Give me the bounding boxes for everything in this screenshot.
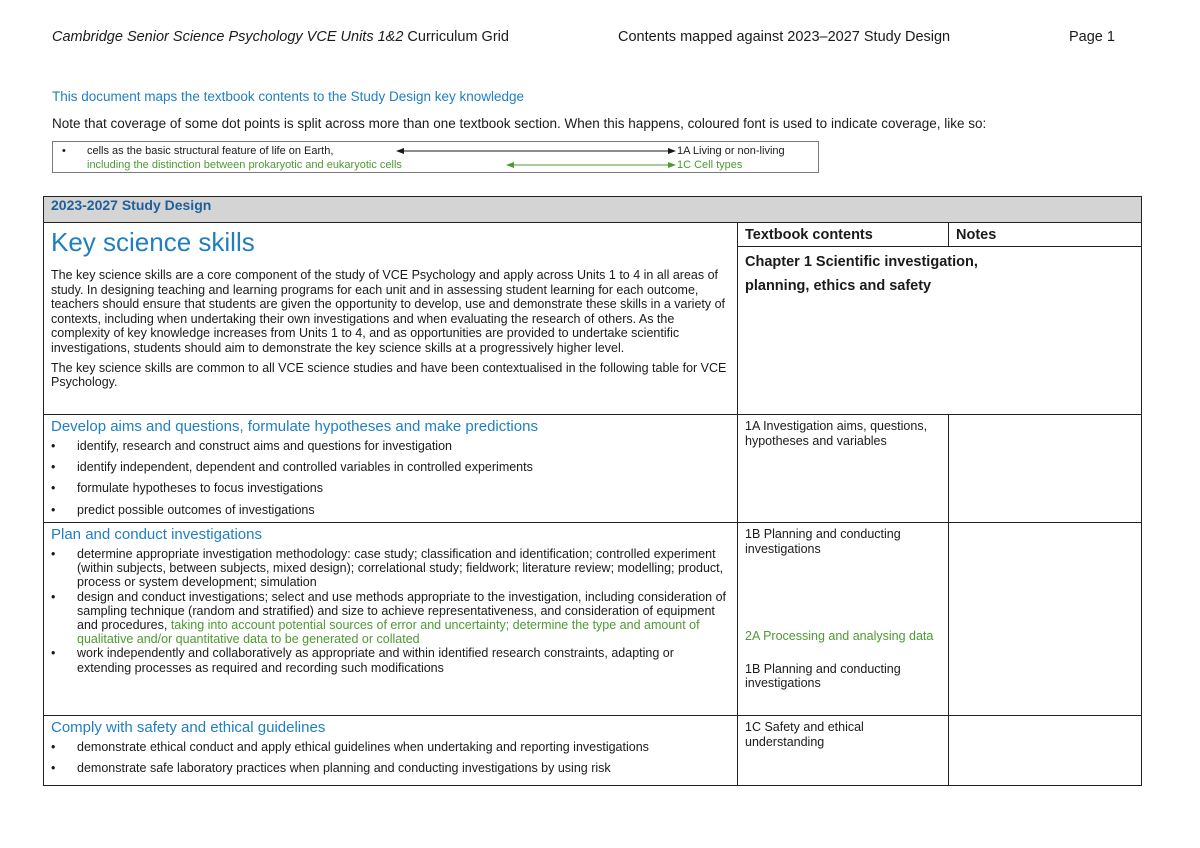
section-cell — [44, 716, 738, 786]
key-skills-row — [44, 223, 1142, 247]
page-number: Page 1 — [1069, 29, 1115, 45]
intro-note: Note that coverage of some dot points is split across more than one textbook section. When this happens, coloured font is used to indicate coverage, like so: — [52, 116, 987, 131]
dot-point: • demonstrate ethical conduct and apply ethical guidelines when undertaking and reporting investigations — [51, 740, 649, 754]
section-cell — [44, 523, 738, 716]
section-row — [44, 415, 1142, 523]
dot-point: • work independently and collaboratively as appropriate and within identified research constraints, adapting or extending processes as required and recording such modifications — [51, 646, 674, 675]
section-row — [44, 523, 1142, 716]
dot-point: • determine appropriate investigation methodology: case study; classification and identification; controlled experiment (within subjects, between subjects, mixed design); correlational study; fieldwork; literature review; modelling; product, process or system development; simulation — [51, 547, 724, 590]
example-point-line1: cells as the basic structural feature of life on Earth, — [87, 145, 334, 157]
textbook-cell: 1A Investigation aims, questions, hypotheses and variables — [738, 415, 949, 523]
dot-point: • identify independent, dependent and controlled variables in controlled experiments — [51, 460, 533, 475]
section-title: Develop aims and questions, formulate hypotheses and make predictions — [51, 418, 538, 435]
dot-point-list — [51, 439, 730, 517]
textbook-ref-split: 2A Processing and analysing data — [745, 629, 934, 643]
document-title: Cambridge Senior Science Psychology VCE Units 1&2 Curriculum Grid — [52, 29, 509, 45]
key-skills-paragraph: The key science skills are a core component of the study of VCE Psychology and apply across Units 1 to 4 in all areas of study. In designing teaching and learning programs for each unit and in assessing student learning for each outcome, teachers should ensure that students are given the opportunity to develop, use and demonstrate these skills in a variety of contexts, including when undertaking their own investigations and when evaluating the research of others. As the complexity of key knowledge increases from Units 1 to 4, and as opportunities are provided to undertake scientific investigations, students should aim to demonstrate the key science skills at a progressively higher level. — [51, 268, 726, 355]
section-title: Comply with safety and ethical guidelines — [51, 719, 326, 736]
example-arrows — [396, 142, 676, 174]
section-row — [44, 716, 1142, 786]
coverage-example-box — [52, 141, 819, 173]
dot-point-list — [51, 740, 730, 775]
example-point-line2: including the distinction between prokaryotic and eukaryotic cells — [87, 159, 402, 171]
notes-cell — [949, 415, 1142, 523]
dot-point: • formulate hypotheses to focus investigations — [51, 481, 323, 496]
textbook-cell — [738, 523, 949, 716]
key-skills-cell — [44, 223, 738, 415]
dot-point: • identify, research and construct aims and questions for investigation — [51, 439, 452, 453]
intro-line: This document maps the textbook contents to the Study Design key knowledge — [52, 89, 525, 104]
example-bullet: • — [62, 145, 66, 157]
textbook-cell: 1C Safety and ethical understanding — [738, 716, 949, 786]
section-title: Plan and conduct investigations — [51, 526, 262, 543]
study-design-header-row — [44, 197, 1142, 223]
textbook-ref: 1B Planning and conducting investigations — [745, 527, 901, 556]
section-cell — [44, 415, 738, 523]
dot-point: • demonstrate safe laboratory practices when planning and conducting investigations by using risk — [51, 761, 611, 776]
study-design-label: 2023-2027 Study Design — [44, 197, 1142, 223]
example-ref1: 1A Living or non-living — [677, 145, 785, 157]
curriculum-grid-table — [43, 196, 1142, 786]
column-header-textbook: Textbook contents — [738, 223, 949, 247]
dot-point: • design and conduct investigations; select and use methods appropriate to the investigation, including consideration of sampling technique (random and stratified) and size to achieve representativeness, and consideration of equipment and procedures, taking into account potential sources of error and uncertainty; determine the type and amount of qualitative and/or quantitative data to be generated or collated — [51, 589, 727, 647]
document-subtitle: Contents mapped against 2023–2027 Study Design — [618, 29, 951, 45]
key-skills-paragraph: The key science skills are common to all VCE science studies and have been contextualised in the following table for VCE Psychology. — [51, 360, 727, 390]
notes-cell — [949, 523, 1142, 716]
chapter-title: Chapter 1 Scientific investigation, planning, ethics and safety — [745, 254, 978, 294]
example-ref2: 1C Cell types — [677, 159, 743, 171]
split-coverage-text: taking into account potential sources of error and uncertainty; determine the type and amount of qualitative and/or quantitative data to be generated or collated — [77, 618, 700, 647]
textbook-ref: 1B Planning and conducting investigations — [745, 661, 901, 690]
dot-point-list — [51, 547, 730, 675]
notes-cell — [949, 716, 1142, 786]
chapter-cell — [738, 247, 1142, 415]
key-skills-title: Key science skills — [51, 227, 255, 257]
dot-point: • predict possible outcomes of investigations — [51, 502, 315, 517]
column-header-notes: Notes — [949, 223, 1142, 247]
